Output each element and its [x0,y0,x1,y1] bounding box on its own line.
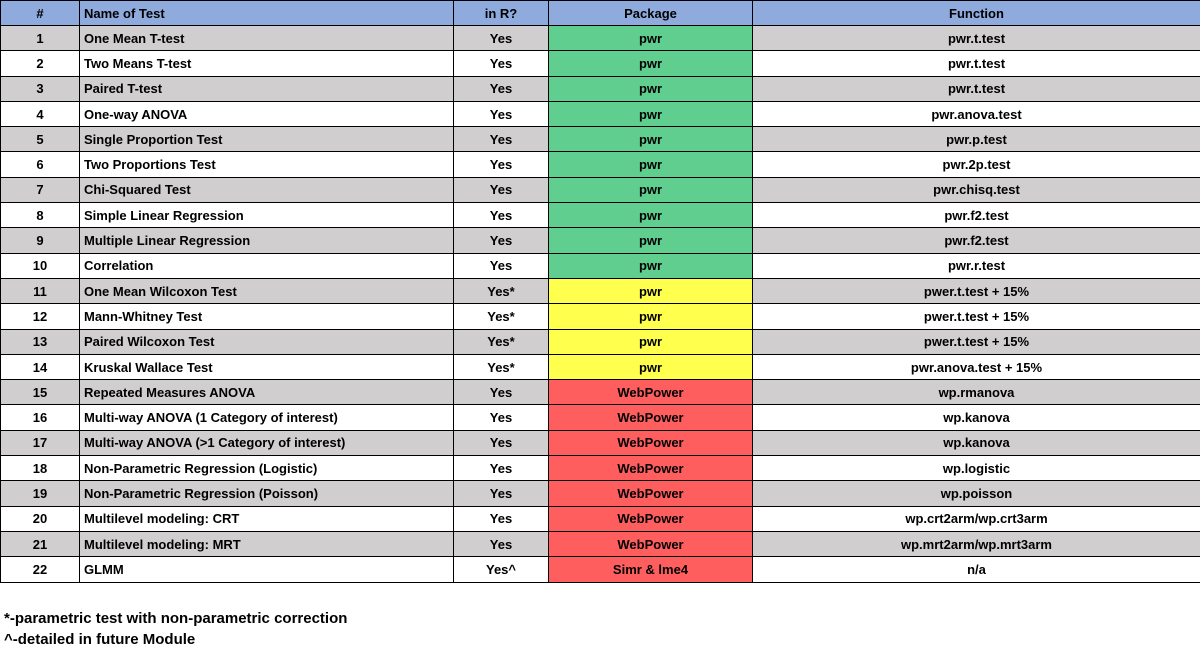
cell-name-of-test: Chi-Squared Test [80,177,454,202]
cell-in-r: Yes [454,253,549,278]
footnote-asterisk: *-parametric test with non-parametric correction [4,610,348,627]
cell-function: pwer.t.test + 15% [753,278,1200,303]
cell-function: wp.logistic [753,456,1200,481]
cell-package: WebPower [549,380,753,405]
header-num: # [1,1,80,26]
cell-function: wp.kanova [753,405,1200,430]
cell-name-of-test: Multi-way ANOVA (>1 Category of interest) [80,430,454,455]
cell-in-r: Yes [454,177,549,202]
table-header-row [1,1,1200,26]
header-function: Function [753,1,1200,26]
footnote-caret: ^-detailed in future Module [4,631,196,648]
cell-package: pwr [549,354,753,379]
cell-package: pwr [549,101,753,126]
table-row [1,557,1200,582]
table-row [1,76,1200,101]
cell-function: wp.kanova [753,430,1200,455]
cell-package: WebPower [549,456,753,481]
cell-in-r: Yes [454,152,549,177]
cell-function: pwr.chisq.test [753,177,1200,202]
cell-in-r: Yes [454,26,549,51]
cell-function: n/a [753,557,1200,582]
cell-function: wp.mrt2arm/wp.mrt3arm [753,531,1200,556]
cell-function: wp.crt2arm/wp.crt3arm [753,506,1200,531]
cell-package: pwr [549,26,753,51]
table-row [1,329,1200,354]
table-row [1,152,1200,177]
table-row [1,127,1200,152]
cell-name-of-test: Kruskal Wallace Test [80,354,454,379]
cell-function: pwer.t.test + 15% [753,329,1200,354]
table-row [1,456,1200,481]
cell-name-of-test: Paired Wilcoxon Test [80,329,454,354]
cell-name-of-test: Multi-way ANOVA (1 Category of interest) [80,405,454,430]
table-row [1,26,1200,51]
table-row [1,506,1200,531]
cell-num: 5 [1,127,80,152]
cell-num: 13 [1,329,80,354]
footnotes [4,608,347,650]
cell-num: 9 [1,228,80,253]
cell-in-r: Yes [454,101,549,126]
cell-num: 2 [1,51,80,76]
cell-package: pwr [549,228,753,253]
cell-package: WebPower [549,430,753,455]
header-package: Package [549,1,753,26]
cell-num: 18 [1,456,80,481]
cell-function: pwr.f2.test [753,203,1200,228]
cell-package: pwr [549,278,753,303]
cell-in-r: Yes [454,531,549,556]
cell-in-r: Yes [454,481,549,506]
table-row [1,304,1200,329]
cell-package: Simr & lme4 [549,557,753,582]
table-row [1,405,1200,430]
cell-package: pwr [549,127,753,152]
cell-num: 11 [1,278,80,303]
cell-function: wp.poisson [753,481,1200,506]
table-row [1,380,1200,405]
cell-function: pwr.f2.test [753,228,1200,253]
cell-name-of-test: Single Proportion Test [80,127,454,152]
cell-package: WebPower [549,405,753,430]
cell-package: pwr [549,51,753,76]
table-row [1,278,1200,303]
cell-package: pwr [549,304,753,329]
cell-package: pwr [549,177,753,202]
cell-function: pwr.anova.test [753,101,1200,126]
cell-in-r: Yes* [454,354,549,379]
cell-name-of-test: Two Means T-test [80,51,454,76]
cell-in-r: Yes* [454,304,549,329]
cell-name-of-test: One-way ANOVA [80,101,454,126]
cell-in-r: Yes [454,456,549,481]
table-row [1,481,1200,506]
cell-num: 6 [1,152,80,177]
header-in-r: in R? [454,1,549,26]
cell-function: pwr.t.test [753,51,1200,76]
cell-in-r: Yes* [454,329,549,354]
cell-name-of-test: Simple Linear Regression [80,203,454,228]
table-row [1,354,1200,379]
cell-in-r: Yes^ [454,557,549,582]
cell-function: pwr.r.test [753,253,1200,278]
cell-name-of-test: Correlation [80,253,454,278]
cell-function: pwr.2p.test [753,152,1200,177]
cell-num: 10 [1,253,80,278]
cell-in-r: Yes [454,506,549,531]
table-row [1,430,1200,455]
cell-in-r: Yes [454,127,549,152]
cell-in-r: Yes [454,51,549,76]
table-row [1,253,1200,278]
cell-num: 22 [1,557,80,582]
table-row [1,177,1200,202]
cell-package: pwr [549,152,753,177]
cell-num: 8 [1,203,80,228]
cell-num: 14 [1,354,80,379]
cell-function: pwr.p.test [753,127,1200,152]
cell-in-r: Yes [454,76,549,101]
cell-in-r: Yes* [454,278,549,303]
table-row [1,51,1200,76]
cell-in-r: Yes [454,405,549,430]
table-row [1,203,1200,228]
cell-num: 17 [1,430,80,455]
cell-num: 4 [1,101,80,126]
cell-name-of-test: Two Proportions Test [80,152,454,177]
cell-num: 7 [1,177,80,202]
cell-in-r: Yes [454,380,549,405]
table-row [1,531,1200,556]
cell-name-of-test: Non-Parametric Regression (Logistic) [80,456,454,481]
cell-package: pwr [549,76,753,101]
cell-num: 21 [1,531,80,556]
cell-function: pwer.t.test + 15% [753,304,1200,329]
cell-package: WebPower [549,531,753,556]
cell-num: 19 [1,481,80,506]
cell-num: 16 [1,405,80,430]
cell-num: 1 [1,26,80,51]
cell-name-of-test: Mann-Whitney Test [80,304,454,329]
table-body [1,26,1200,583]
table-row [1,101,1200,126]
cell-name-of-test: Repeated Measures ANOVA [80,380,454,405]
cell-num: 12 [1,304,80,329]
cell-in-r: Yes [454,228,549,253]
cell-package: pwr [549,203,753,228]
cell-function: wp.rmanova [753,380,1200,405]
cell-name-of-test: Multiple Linear Regression [80,228,454,253]
cell-name-of-test: Paired T-test [80,76,454,101]
cell-name-of-test: Multilevel modeling: CRT [80,506,454,531]
header-name-of-test: Name of Test [80,1,454,26]
cell-package: WebPower [549,481,753,506]
cell-name-of-test: Multilevel modeling: MRT [80,531,454,556]
cell-function: pwr.t.test [753,26,1200,51]
cell-package: pwr [549,253,753,278]
cell-num: 15 [1,380,80,405]
cell-in-r: Yes [454,203,549,228]
table-row [1,228,1200,253]
cell-function: pwr.t.test [753,76,1200,101]
cell-name-of-test: GLMM [80,557,454,582]
cell-name-of-test: One Mean T-test [80,26,454,51]
cell-package: pwr [549,329,753,354]
cell-function: pwr.anova.test + 15% [753,354,1200,379]
cell-num: 20 [1,506,80,531]
cell-name-of-test: One Mean Wilcoxon Test [80,278,454,303]
cell-name-of-test: Non-Parametric Regression (Poisson) [80,481,454,506]
cell-package: WebPower [549,506,753,531]
cell-num: 3 [1,76,80,101]
cell-in-r: Yes [454,430,549,455]
